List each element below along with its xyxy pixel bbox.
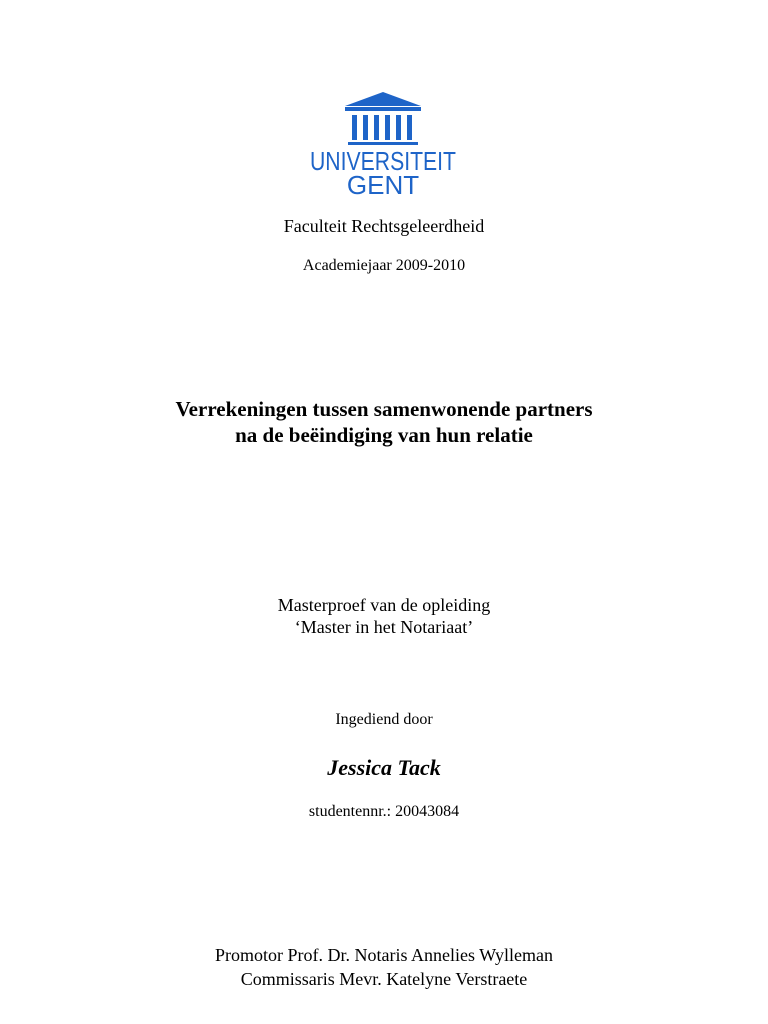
university-logo-graphic: [308, 90, 458, 200]
thesis-title-line2: na de beëindiging van hun relatie: [235, 423, 533, 447]
thesis-title: [0, 396, 768, 448]
committee: [0, 943, 768, 991]
program-description: [0, 594, 768, 638]
commissaris: Commissaris Mevr. Katelyne Verstraete: [240, 969, 528, 989]
program-line1: Masterproef van de opleiding: [277, 595, 491, 615]
university-logo: [308, 90, 458, 200]
submitted-by-label: Ingediend door: [335, 711, 433, 728]
academic-year: Academiejaar 2009-2010: [302, 257, 466, 274]
faculty-name: Faculteit Rechtsgeleerdheid: [283, 216, 485, 236]
logo-text-line2: GENT: [346, 170, 420, 200]
author-name: Jessica Tack: [327, 755, 441, 780]
logo-text-line1: UNIVERSITEIT: [310, 146, 457, 176]
program-line2: ‘Master in het Notariaat’: [294, 617, 474, 637]
thesis-title-line1: Verrekeningen tussen samenwonende partners: [175, 397, 593, 421]
promotor: Promotor Prof. Dr. Notaris Annelies Wylleman: [214, 945, 554, 965]
student-number: studentennr.: 20043084: [308, 803, 460, 820]
